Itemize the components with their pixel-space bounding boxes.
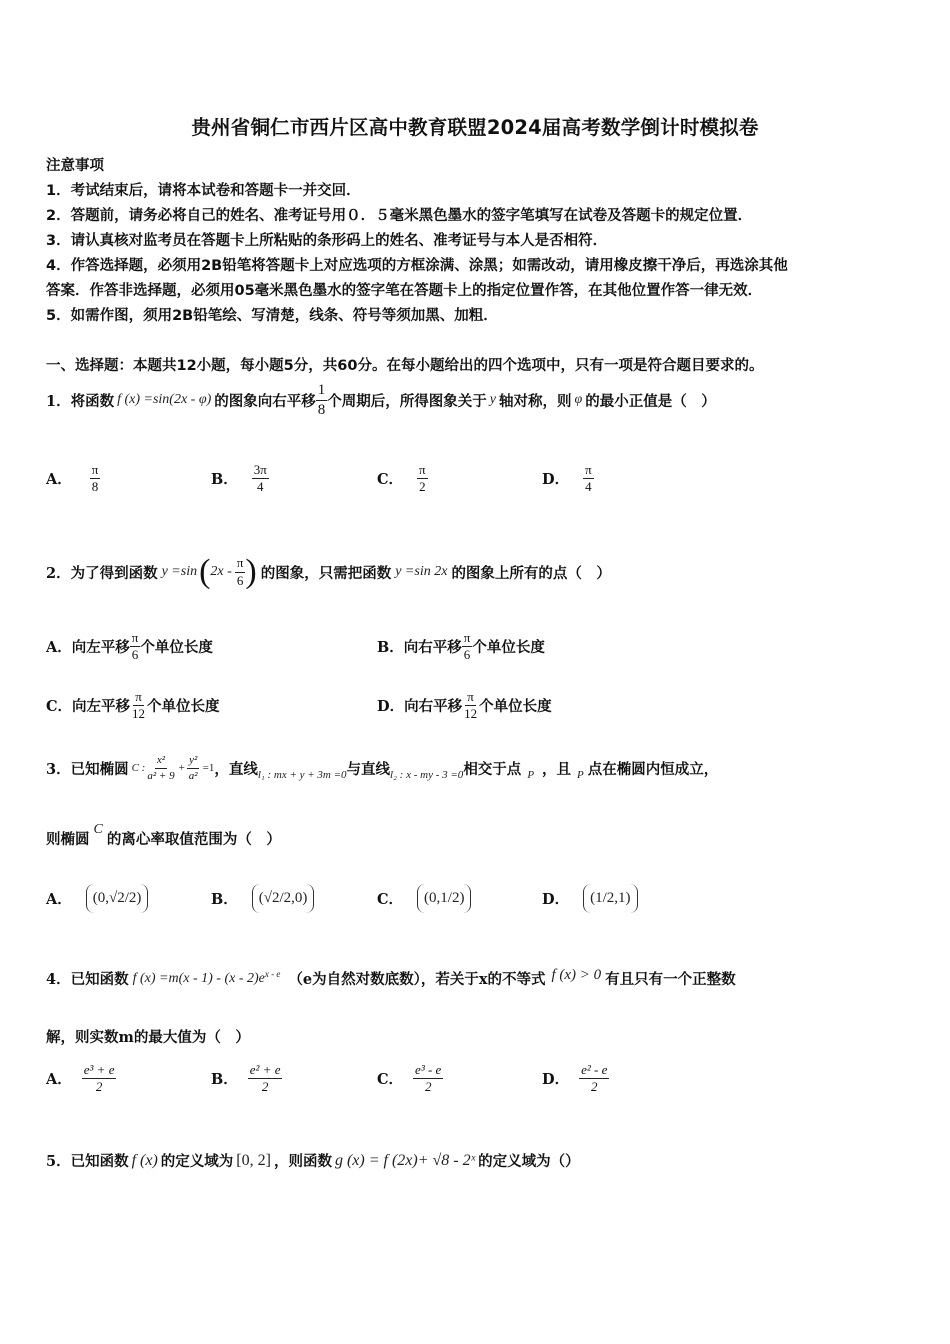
q3-text-8: 的离心率取值范围为（ ）: [106, 831, 281, 848]
notice-item-4: 4．作答选择题，必须用2B铅笔将答题卡上对应选项的方框涂满、涂黑；如需改动，请用橡皮擦干净后，再选涂其他: [46, 258, 788, 274]
q2-paren-left: (: [199, 553, 211, 590]
q1-option-a[interactable]: A． $\frac{\pi}{8}$: [46, 462, 99, 495]
q3-point-p: P: [527, 769, 535, 781]
q4-option-b[interactable]: B． $\frac{\text{e² + e}}{2}$: [211, 1062, 281, 1095]
q1-text-3: 个周期后，所得图象关于: [327, 392, 487, 410]
q2-paren-right: ): [245, 553, 257, 590]
q4-inequality: f (x) > 0: [551, 967, 602, 983]
q2-target-arg: 2x -: [210, 564, 232, 579]
q2-option-a[interactable]: A．向左平移 $\frac{\pi}{6}$ 个单位长度: [46, 630, 213, 663]
notice-item-2: 2．答题前，请务必将自己的姓名、准考证号用０．５毫米黑色墨水的签字笔填写在试卷及答题卡的规定位置．: [46, 208, 753, 224]
q1-text-2: 的图象向右平移: [214, 392, 316, 410]
question-1: [46, 378, 716, 422]
q3-text-4: 相交于点: [463, 760, 522, 778]
q1-option-d[interactable]: D． $\frac{\pi}{4}$: [542, 462, 592, 495]
q3-text-6: 点在椭圆内恒成立，: [587, 760, 719, 778]
q2-target-func: y =sin: [161, 564, 198, 579]
q2-text-3: 的图象上所有的点（ ）: [451, 564, 611, 582]
q1-phi: φ: [574, 392, 583, 407]
q1-fraction: $\frac{1}{8}$: [317, 382, 326, 418]
notice-heading: 注意事项: [46, 158, 104, 174]
q5-text-2: 的定义域为: [160, 1153, 234, 1170]
q3-point-p-2: P: [577, 769, 584, 781]
q3-fraction-x: $\frac{\text{x²}}{\text{a² + 9}}$: [147, 754, 175, 782]
q3-text-5: ，且: [542, 760, 572, 778]
q4-text-3: 有且只有一个正整数: [605, 971, 736, 988]
page-title: 贵州省铜仁市西片区高中教育联盟2024届高考数学倒计时模拟卷: [191, 116, 759, 139]
q3-plus: +: [178, 762, 185, 774]
q1-option-c[interactable]: C． $\frac{\pi}{2}$: [377, 462, 426, 495]
q5-text-4: 的定义域为（）: [478, 1153, 580, 1170]
q3-equals: =1: [202, 762, 215, 774]
q4-option-a[interactable]: A． $\frac{\text{e³ + e}}{2}$: [46, 1062, 115, 1095]
q5-function-f: f (x): [131, 1151, 158, 1169]
notice-item-4-cont: 答案．作答非选择题，必须用05毫米黑色墨水的签字笔在答题卡上的指定位置作答，在其他位置作答一律无效．: [46, 283, 763, 299]
q4-option-c[interactable]: C． $\frac{\text{e³ - e}}{2}$: [377, 1062, 442, 1095]
question-4: [46, 968, 736, 989]
q3-option-a[interactable]: A． (0,√2/2): [46, 884, 148, 913]
q3-line-1: l₁ : mx + y + 3m =0: [257, 769, 347, 781]
notice-item-1: 1．考试结束后，请将本试卷和答题卡一并交回．: [46, 183, 361, 199]
question-3-cont: [46, 821, 281, 849]
q3-option-b[interactable]: B． (√2/2,0): [211, 884, 314, 913]
section-heading: 一、选择题：本题共12小题，每小题5分，共60分。在每小题给出的四个选项中，只有一项是符合题目要求的。: [46, 358, 764, 374]
q3-text-3: 与直线: [346, 760, 391, 778]
q3-text-2: ，直线: [214, 760, 258, 778]
q3-text-7: 则椭圆: [46, 831, 90, 848]
q1-text-4: 轴对称，则: [498, 392, 572, 410]
q5-text-3: ，则函数: [273, 1153, 332, 1170]
notice-item-3: 3．请认真核对监考员在答题卡上所粘贴的条形码上的姓名、准考证号与本人是否相符．: [46, 233, 608, 249]
q3-ellipse-c: C: [93, 821, 103, 837]
q2-fraction: $\frac{\pi}{6}$: [236, 555, 244, 588]
q4-option-d[interactable]: D． $\frac{\text{e² - e}}{2}$: [542, 1062, 608, 1095]
q1-y: y: [489, 392, 496, 407]
q3-text-1: 3．已知椭圆: [46, 760, 129, 778]
question-3: [46, 745, 718, 791]
q2-source-func: y =sin 2x: [395, 564, 448, 579]
question-2: [46, 547, 611, 597]
q1-text-5: 的最小正值是（ ）: [585, 392, 716, 410]
q4-function: f (x) =m(x - 1) - (x - 2)e: [132, 970, 265, 986]
q5-function-g: g (x) = f (2x)+ √8 - 2ˣ: [334, 1151, 476, 1169]
q3-option-d[interactable]: D． (1/2,1): [542, 884, 638, 913]
q1-text-1: 1．将函数: [46, 392, 115, 410]
q2-text-2: 的图象，只需把函数: [260, 564, 392, 582]
q4-text-2: （e为自然对数底数），若关于x的不等式: [288, 971, 546, 988]
notice-item-5: 5．如需作图，须用2B铅笔绘、写清楚，线条、符号等须加黑、加粗．: [46, 308, 498, 324]
question-4-cont: 解，则实数m的最大值为（ ）: [46, 1029, 250, 1046]
q3-fraction-y: $\frac{\text{y²}}{\text{a²}}$: [188, 754, 198, 782]
q4-exponent: x - e: [264, 968, 281, 979]
q3-option-c[interactable]: C． (0,1/2): [377, 884, 471, 913]
q2-option-c[interactable]: C．向左平移 $\frac{\pi}{12}$ 个单位长度: [46, 689, 220, 722]
q3-ellipse-name: C :: [131, 762, 146, 774]
q5-domain: [0, 2]: [236, 1151, 271, 1169]
question-5: [46, 1150, 580, 1171]
q5-text-1: 5．已知函数: [46, 1153, 129, 1170]
q1-function: f (x) =sin(2x - φ): [117, 392, 212, 407]
q1-option-b[interactable]: B． $\frac{3\pi}{4}$: [211, 462, 267, 495]
q3-line-2: l₂ : x - my - 3 =0: [390, 769, 464, 781]
q2-text-1: 2．为了得到函数: [46, 564, 158, 582]
q2-option-d[interactable]: D．向右平移 $\frac{\pi}{12}$ 个单位长度: [377, 689, 552, 722]
q4-text-1: 4．已知函数: [46, 971, 129, 988]
q2-option-b[interactable]: B．向右平移 $\frac{\pi}{6}$ 个单位长度: [377, 630, 545, 663]
